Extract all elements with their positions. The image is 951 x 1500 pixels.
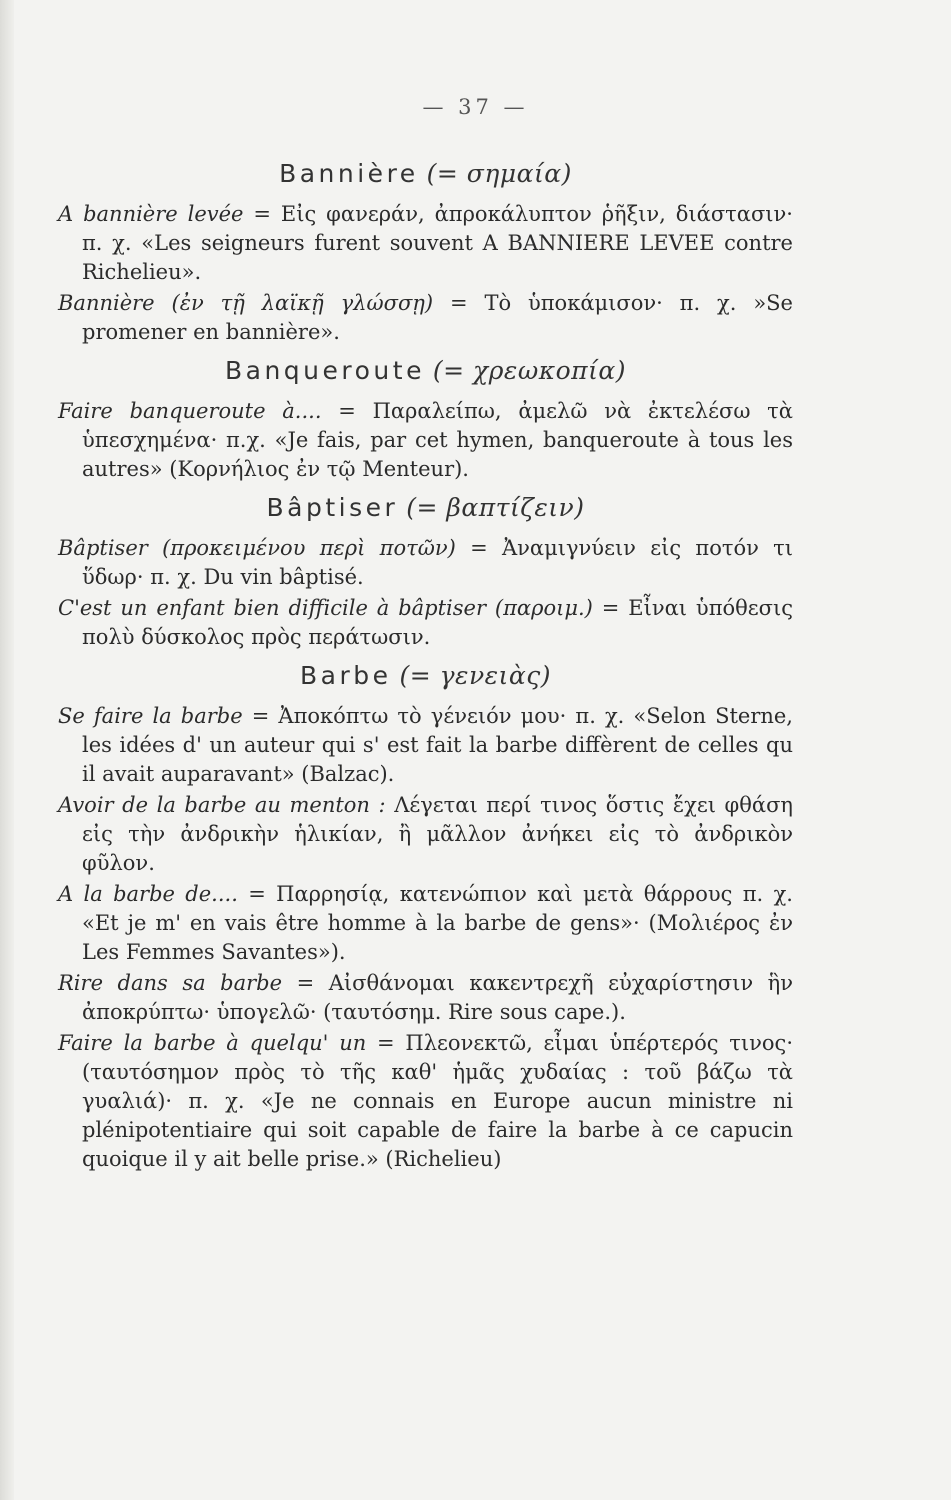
entry-text: = Αἰσθάνομαι κακεντρεχῆ εὐχαρίστησιν ἣν ἀποκρύπτω· ὑπογελῶ· (ταυτόσημ. Rire sous cape.).	[82, 971, 793, 1024]
dictionary-entry	[58, 880, 793, 967]
entry-text: = Πλεονεκτῶ, εἶμαι ὑπέρτερός τινος· (ταυτόσημον πρὸς τὸ τῆς καθ' ἡμᾶς χυδαίας : τοῦ βάζω τὰ γυαλιά)· π. χ. «Je ne connais en Europe aucun ministre ni plénipotentiaire qui soit capable de faire la barbe à ce capucin quoique il y ait belle prise.» (Richelieu)	[82, 1031, 793, 1171]
dictionary-content	[58, 150, 793, 1176]
heading-word: Bâptiser	[266, 493, 399, 522]
entry-term: A la barbe de....	[58, 882, 238, 906]
dictionary-entry	[58, 594, 793, 652]
entry-term: Bâptiser (προκειμένου περὶ ποτῶν)	[58, 536, 456, 560]
page-binding-edge	[0, 0, 14, 1500]
entry-term: A bannière levée	[58, 202, 244, 226]
heading-gloss: (= βαπτίζειν)	[406, 493, 585, 522]
heading-gloss: (= γενειὰς)	[399, 661, 551, 690]
section-heading-barbe	[58, 656, 793, 696]
heading-word: Banqueroute	[224, 356, 425, 385]
dictionary-entry	[58, 791, 793, 878]
entry-term: Avoir de la barbe au menton :	[58, 793, 386, 817]
heading-word: Bannière	[279, 159, 419, 188]
dictionary-entry	[58, 702, 793, 789]
entry-text: Λέγεται περί τινος ὅστις ἔχει φθάση εἰς τὴν ἀνδρικὴν ἡλικίαν, ἢ μᾶλλον ἀνήκει εἰς τὸ ἀνδρικὸν φῦλον.	[82, 793, 793, 875]
entry-text: = Ἀποκόπτω τὸ γένειόν μου· π. χ. «Selon Sterne, les idées d' un auteur qui s' est fait la barbe diffèrent de celles qu il avait auparavant» (Balzac).	[82, 704, 793, 786]
entry-term: Bannière (ἐν τῇ λαϊκῇ γλώσσῃ)	[58, 291, 434, 315]
dictionary-entry	[58, 1029, 793, 1174]
entry-text: = Ἀναμιγνύειν εἰς ποτόν τι ὕδωρ· π. χ. Du vin bâptisé.	[82, 536, 794, 589]
dictionary-entry	[58, 534, 793, 592]
entry-term: C'est un enfant bien difficile à bâptiser (παροιμ.)	[58, 596, 593, 620]
dictionary-entry	[58, 200, 793, 287]
section-heading-baptiser	[58, 488, 793, 528]
entry-term: Faire banqueroute à....	[58, 399, 322, 423]
heading-gloss: (= χρεωκοπία)	[432, 356, 627, 385]
entry-text: = Παρρησίᾳ, κατενώπιον καὶ μετὰ θάρρους π. χ. «Et je m' en vais être homme à la barbe de gens»· (Μολιέρος ἐν Les Femmes Savantes»).	[82, 882, 793, 964]
heading-word: Barbe	[299, 661, 392, 690]
section-heading-banqueroute	[58, 351, 793, 391]
heading-gloss: (= σημαία)	[426, 159, 572, 188]
dictionary-entry	[58, 397, 793, 484]
entry-term: Rire dans sa barbe	[58, 971, 283, 995]
entry-text: = Εἰς φανεράν, ἀπροκάλυπτον ῥῆξιν, διάστασιν· π. χ. «Les seigneurs furent souvent A BANNIERE LEVEE contre Richelieu».	[82, 202, 793, 284]
entry-term: Se faire la barbe	[58, 704, 243, 728]
entry-text: = Τὸ ὑποκάμισον· π. χ. »Se promener en bannière».	[82, 291, 793, 344]
page-number: — 37 —	[422, 95, 529, 119]
dictionary-entry	[58, 289, 793, 347]
section-heading-banniere	[58, 154, 793, 194]
entry-text: = Παραλείπω, ἀμελῶ νὰ ἐκτελέσω τὰ ὑπεσχημένα· π.χ. «Je fais, par cet hymen, banqueroute à tous les autres» (Κορνήλιος ἐν τῷ Menteur).	[82, 399, 793, 481]
dictionary-entry	[58, 969, 793, 1027]
entry-text: = Εἶναι ὑπόθεσις πολὺ δύσκολος πρὸς περάτωσιν.	[82, 596, 793, 649]
entry-term: Faire la barbe à quelqu' un	[58, 1031, 367, 1055]
